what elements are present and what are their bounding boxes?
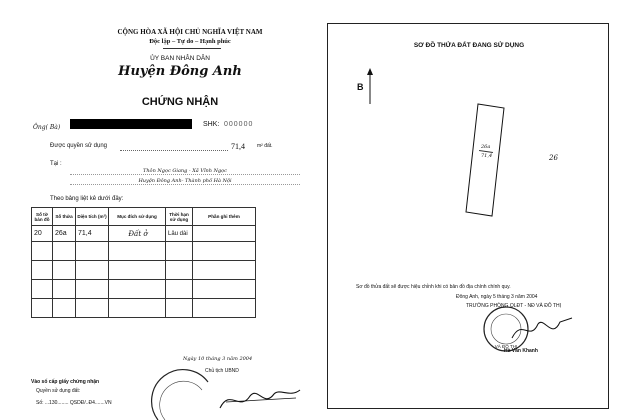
signing-date: Ngày 10 tháng 3 năm 2004: [183, 356, 253, 362]
cell-map-sheet: 20: [32, 226, 53, 242]
stamp-text: VÀ ĐÔ THỊ: [494, 344, 518, 349]
land-table: [31, 207, 256, 318]
map-date: Đông Anh, ngày 5 tháng 3 năm 2004: [456, 294, 538, 300]
map-title: SƠ ĐỒ THỬA ĐẤT ĐANG SỬ DỤNG: [413, 42, 525, 49]
cell-duration: Lâu dài: [166, 226, 193, 242]
motto: Độc lập – Tự do – Hạnh phúc: [149, 38, 231, 45]
map-note: Sơ đồ thửa đất sẽ được hiệu chỉnh khi có bản đồ địa chính chính quy.: [356, 284, 511, 290]
cell-area: 71,4: [76, 226, 109, 242]
header-parcel: Số thửa: [53, 208, 76, 226]
table-intro: Theo bảng liệt kê dưới đây:: [50, 196, 124, 202]
cell-notes: [193, 226, 256, 242]
owner-name-redaction: [70, 119, 192, 129]
address-dots-2: [70, 184, 300, 185]
address-line-1: Thôn Ngọc Giang - Xã Vĩnh Ngọc: [143, 168, 227, 174]
shk-value: 000000: [224, 121, 254, 128]
parcel-outline: [456, 102, 516, 222]
shk-label: SHK:: [203, 121, 220, 128]
office-title: TRƯỞNG PHÒNG QLĐT - NĐ VÀ ĐÔ THỊ: [466, 303, 562, 309]
parcel-area: 71,4: [481, 153, 493, 159]
neighbor-parcel: 26: [549, 154, 558, 162]
area-unit: m² đất.: [257, 143, 273, 149]
table-header-row: [32, 208, 256, 226]
header-purpose: Mục đích sử dụng: [109, 208, 166, 226]
north-label: B: [357, 82, 364, 92]
registry-line-1: Vào số cấp giấy chứng nhận: [31, 379, 100, 385]
country-header: CỘNG HÒA XÃ HỘI CHỦ NGHĨA VIỆT NAM: [117, 28, 263, 36]
area-label: Được quyền sử dụng: [50, 143, 107, 149]
cell-parcel: 26a: [53, 226, 76, 242]
north-arrow-icon: [365, 68, 375, 104]
header-map-sheet: Số tờ bản đồ: [32, 208, 53, 226]
area-dots: [120, 150, 228, 151]
motto-underline: [163, 48, 221, 49]
table-row: [32, 226, 256, 242]
address-dots-1: [70, 174, 300, 175]
committee-name: ỦY BAN NHÂN DÂN: [150, 55, 210, 62]
header-notes: Phần ghi thêm: [193, 208, 256, 226]
parcel-map-panel: [327, 23, 609, 409]
header-duration: Thời hạn sử dụng: [166, 208, 193, 226]
district-name: Huyện Đông Anh: [118, 64, 242, 79]
office-signature: [508, 314, 578, 344]
area-value: 71,4: [231, 142, 245, 151]
owner-label: Ông( Bà): [33, 124, 61, 131]
header-area: Diện tích (m²): [76, 208, 109, 226]
table-row-empty: [32, 280, 256, 299]
registry-line-2: Quyền sử dụng đất:: [36, 388, 81, 394]
table-row-empty: [32, 299, 256, 318]
address-line-2: Huyện Đông Anh- Thành phố Hà Nội: [138, 178, 232, 184]
cell-purpose: Đất ở: [109, 226, 166, 242]
parcel-number: 26a: [481, 144, 491, 150]
certificate-title: CHỨNG NHẬN: [141, 96, 219, 108]
signer-title: Chủ tịch UBND: [205, 368, 239, 374]
table-row-empty: [32, 242, 256, 261]
office-signer: Hà Văn Khanh: [504, 348, 538, 354]
registry-line-3: Số: ...130........ QSDĐ/..Đ4.......VN: [36, 400, 112, 406]
committee-seal-and-signature: [150, 368, 320, 420]
table-row-empty: [32, 261, 256, 280]
location-label: Tại :: [50, 161, 62, 167]
